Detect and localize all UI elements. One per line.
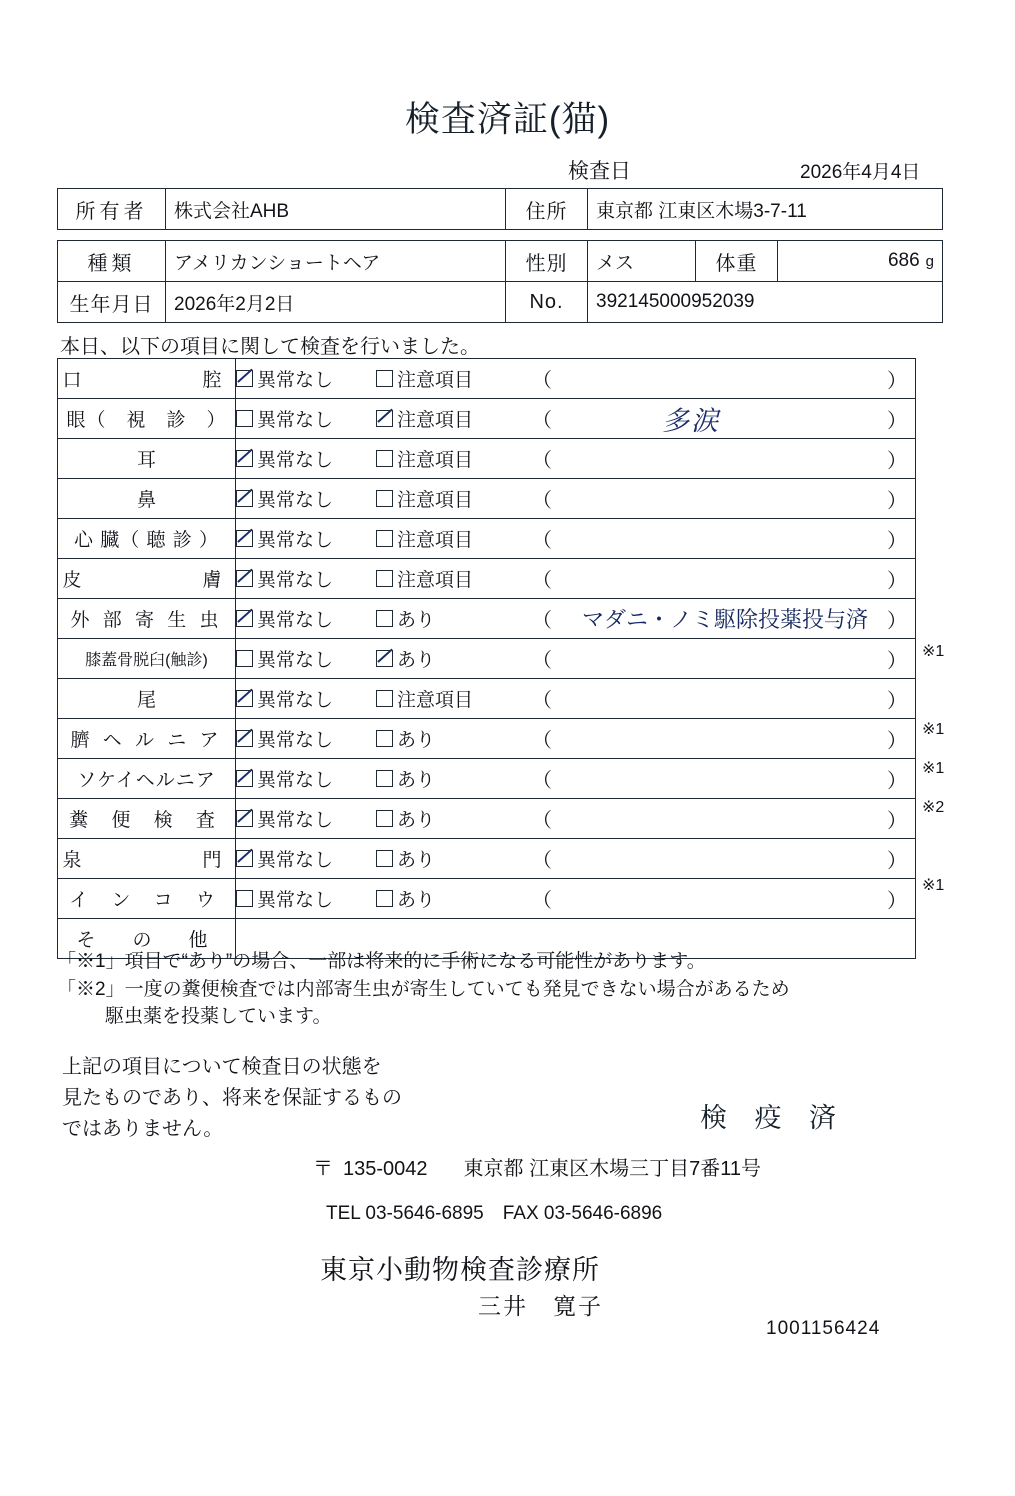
breed-label: 種類 <box>58 241 166 282</box>
checkbox-secondary-label: 注意項目 <box>397 490 474 511</box>
page-title: 検査済証(猫) <box>404 100 611 139</box>
exam-item-options <box>236 359 916 399</box>
address-text: 東京都 江東区木場三丁目7番11号 <box>463 1158 761 1180</box>
checkbox-normal-label: 異常なし <box>257 770 334 791</box>
checkbox-normal[interactable] <box>236 405 376 432</box>
exam-row <box>58 639 916 679</box>
checkbox-secondary[interactable] <box>376 365 526 392</box>
checkbox-secondary-label: あり <box>397 850 436 871</box>
exam-row <box>58 519 916 559</box>
comment-paren-open: （ <box>532 730 552 752</box>
checkbox-icon[interactable] <box>236 810 253 827</box>
checkbox-normal-label: 異常なし <box>257 650 334 671</box>
exam-row <box>58 879 916 919</box>
comment-paren-close: ） <box>887 610 907 632</box>
checkbox-normal-label: 異常なし <box>257 410 334 431</box>
checkbox-normal[interactable] <box>236 685 376 712</box>
checkbox-normal-label: 異常なし <box>257 810 334 831</box>
checkbox-icon[interactable] <box>376 450 393 467</box>
comment-paren-open: （ <box>532 530 552 552</box>
address-label: 住所 <box>506 189 588 230</box>
checkbox-normal[interactable] <box>236 645 376 672</box>
checkbox-secondary-label: あり <box>397 890 436 911</box>
exam-item-label: 臍 ヘ ル ニ ア <box>58 719 236 759</box>
checkbox-icon[interactable] <box>376 490 393 507</box>
checkbox-icon[interactable] <box>236 730 253 747</box>
comment-paren-open: （ <box>532 570 552 592</box>
owner-label: 所有者 <box>58 189 166 230</box>
exam-item-label: ソケイヘルニア <box>58 759 236 799</box>
exam-item-options <box>236 679 916 719</box>
exam-item-label: 膝蓋骨脱臼(触診) <box>58 639 236 679</box>
exam-comment: 多涙 <box>662 406 720 437</box>
footnote-marker: ※2 <box>922 799 945 816</box>
exam-item-options <box>236 519 916 559</box>
checkbox-secondary[interactable] <box>376 485 526 512</box>
comment-paren-open: （ <box>532 850 552 872</box>
checkbox-secondary[interactable] <box>376 405 526 432</box>
exam-item-label: 皮 膚 <box>58 559 236 599</box>
checkbox-normal[interactable] <box>236 445 376 472</box>
owner-value: 株式会社AHB <box>166 189 506 230</box>
sex-label: 性別 <box>506 241 588 282</box>
footnote-marker: ※1 <box>922 643 945 660</box>
checkbox-secondary-label: 注意項目 <box>397 570 474 591</box>
exam-item-options <box>236 759 916 799</box>
exam-date-value: 2026年4月4日 <box>800 162 921 183</box>
checkbox-icon[interactable] <box>376 690 393 707</box>
exam-date-label: 検査日 <box>568 160 631 183</box>
checkbox-normal[interactable] <box>236 525 376 552</box>
checkbox-icon[interactable] <box>236 770 253 787</box>
weight-value: 686 <box>887 250 920 271</box>
birthdate-label: 生年月日 <box>58 282 166 323</box>
checkbox-secondary-label: 注意項目 <box>397 410 474 431</box>
checkbox-icon[interactable] <box>376 650 393 667</box>
exam-item-options <box>236 639 916 679</box>
clinic-name: 東京小動物検査診療所 <box>320 1255 600 1285</box>
exam-row <box>58 479 916 519</box>
footnote-marker: ※1 <box>922 721 945 738</box>
footnote-1: 「※1」項目で“あり”の場合、一部は将来的に手術になる可能性があります。 <box>57 951 706 972</box>
checkbox-normal[interactable] <box>236 885 376 912</box>
footnote-marker: ※1 <box>922 877 945 894</box>
checkbox-secondary-label: あり <box>397 650 436 671</box>
checkbox-secondary-label: あり <box>397 610 436 631</box>
comment-paren-open: （ <box>532 810 552 832</box>
table-row <box>58 241 943 282</box>
exam-item-label: 泉 門 <box>58 839 236 879</box>
breed-value: アメリカンショートヘア <box>166 241 506 282</box>
comment-paren-open: （ <box>532 370 552 392</box>
checkbox-icon[interactable] <box>236 650 253 667</box>
comment-paren-open: （ <box>532 690 552 712</box>
checkbox-icon[interactable] <box>376 610 393 627</box>
comment-paren-close: ） <box>887 770 907 792</box>
exam-item-label: 外 部 寄 生 虫 <box>58 599 236 639</box>
checkbox-icon[interactable] <box>236 570 253 587</box>
weight-label: 体重 <box>696 241 778 282</box>
exam-item-options <box>236 719 916 759</box>
checkbox-secondary[interactable] <box>376 645 526 672</box>
checkbox-icon[interactable] <box>236 850 253 867</box>
birthdate-value: 2026年2月2日 <box>166 282 506 323</box>
checkbox-normal[interactable] <box>236 485 376 512</box>
checkbox-secondary-label: 注意項目 <box>397 690 474 711</box>
microchip-no-label: No. <box>506 282 588 323</box>
comment-paren-open: （ <box>532 770 552 792</box>
disclaimer-line-1: 上記の項目について検査日の状態を <box>62 1056 382 1078</box>
exam-row <box>58 599 916 639</box>
checkbox-normal-label: 異常なし <box>257 730 334 751</box>
checkbox-normal-label: 異常なし <box>257 850 334 871</box>
exam-item-label: 耳 <box>58 439 236 479</box>
checkbox-secondary[interactable] <box>376 805 526 832</box>
disclaimer-line-3: ではありません。 <box>62 1118 224 1140</box>
exam-item-options <box>236 839 916 879</box>
checkbox-secondary[interactable] <box>376 525 526 552</box>
exam-item-label: 口 腔 <box>58 359 236 399</box>
microchip-no-value: 392145000952039 <box>588 282 943 323</box>
checkbox-secondary[interactable] <box>376 605 526 632</box>
comment-paren-close: ） <box>887 690 907 712</box>
animal-info-table <box>57 240 943 323</box>
checkbox-secondary-label: あり <box>397 810 436 831</box>
comment-paren-close: ） <box>887 810 907 832</box>
quarantine-stamp: 検 疫 済 <box>700 1103 847 1133</box>
exam-item-label: 眼（ 視 診 ） <box>58 399 236 439</box>
postal-code: 135-0042 <box>343 1158 428 1180</box>
comment-paren-close: ） <box>887 370 907 392</box>
exam-row <box>58 719 916 759</box>
checkbox-icon[interactable] <box>376 770 393 787</box>
footnotes <box>57 948 790 1031</box>
exam-row <box>58 559 916 599</box>
checkbox-normal[interactable] <box>236 805 376 832</box>
address-value: 東京都 江東区木場3-7-11 <box>588 189 943 230</box>
checkbox-icon[interactable] <box>376 850 393 867</box>
exam-row <box>58 439 916 479</box>
checkbox-secondary[interactable] <box>376 845 526 872</box>
footnote-3: 駆虫薬を投薬しています。 <box>105 1006 332 1028</box>
owner-table <box>57 188 943 230</box>
clinic-contact: TEL 03-5646-6895 FAX 03-5646-6896 <box>326 1203 663 1224</box>
exam-row <box>58 799 916 839</box>
checkbox-normal-label: 異常なし <box>257 690 334 711</box>
exam-date-row <box>0 155 1015 181</box>
checkbox-icon[interactable] <box>236 890 253 907</box>
checkbox-secondary-label: あり <box>397 730 436 751</box>
comment-paren-close: ） <box>887 490 907 512</box>
checkbox-normal[interactable] <box>236 565 376 592</box>
checkbox-normal-label: 異常なし <box>257 450 334 471</box>
checkbox-icon[interactable] <box>376 530 393 547</box>
checkbox-icon[interactable] <box>236 450 253 467</box>
comment-paren-open: （ <box>532 410 552 432</box>
exam-item-options <box>236 599 916 639</box>
checkbox-icon[interactable] <box>376 570 393 587</box>
checkbox-secondary-label: 注意項目 <box>397 450 474 471</box>
exam-item-options <box>236 799 916 839</box>
exam-item-options <box>236 479 916 519</box>
comment-paren-close: ） <box>887 530 907 552</box>
comment-paren-open: （ <box>532 490 552 512</box>
weight-cell <box>778 241 943 282</box>
comment-paren-close: ） <box>887 730 907 752</box>
comment-paren-close: ） <box>887 410 907 432</box>
exam-item-label: 尾 <box>58 679 236 719</box>
exam-item-label: イ ン コ ウ <box>58 879 236 919</box>
checkbox-normal-label: 異常なし <box>257 530 334 551</box>
checkbox-icon[interactable] <box>376 410 393 427</box>
table-row <box>58 282 943 323</box>
exam-row <box>58 679 916 719</box>
comment-paren-close: ） <box>887 450 907 472</box>
exam-item-options <box>236 399 916 439</box>
checkbox-secondary[interactable] <box>376 565 526 592</box>
sex-value: メス <box>588 241 696 282</box>
exam-notice: 本日、以下の項目に関して検査を行いました。 <box>60 336 480 358</box>
checkbox-normal-label: 異常なし <box>257 890 334 911</box>
checkbox-normal[interactable] <box>236 845 376 872</box>
comment-paren-open: （ <box>532 890 552 912</box>
checkbox-icon[interactable] <box>236 610 253 627</box>
checkbox-icon[interactable] <box>236 490 253 507</box>
footnote-marker: ※1 <box>922 760 945 777</box>
checkbox-secondary[interactable] <box>376 445 526 472</box>
exam-item-label: 心 臓（ 聴 診 ） <box>58 519 236 559</box>
checkbox-normal[interactable] <box>236 365 376 392</box>
exam-table <box>57 358 916 959</box>
exam-row <box>58 399 916 439</box>
exam-item-options <box>236 879 916 919</box>
comment-paren-open: （ <box>532 650 552 672</box>
checkbox-icon[interactable] <box>236 370 253 387</box>
comment-paren-open: （ <box>532 610 552 632</box>
checkbox-normal-label: 異常なし <box>257 570 334 591</box>
comment-paren-close: ） <box>887 890 907 912</box>
checkbox-icon[interactable] <box>376 810 393 827</box>
comment-paren-close: ） <box>887 850 907 872</box>
postal-mark-icon: 〒 <box>313 1158 333 1180</box>
exam-item-label-other: そ の 他 <box>58 919 236 959</box>
footnote-2: 「※2」一度の糞便検査では内部寄生虫が寄生していても発見できない場合があるため <box>57 978 790 1000</box>
comment-paren-close: ） <box>887 570 907 592</box>
checkbox-secondary-label: あり <box>397 770 436 791</box>
doctor-name: 三井 寛子 <box>478 1293 603 1319</box>
checkbox-secondary-label: 注意項目 <box>397 530 474 551</box>
checkbox-icon[interactable] <box>236 530 253 547</box>
checkbox-normal-label: 異常なし <box>257 370 334 391</box>
checkbox-normal[interactable] <box>236 765 376 792</box>
disclaimer <box>62 1052 402 1145</box>
exam-row <box>58 839 916 879</box>
checkbox-secondary[interactable] <box>376 765 526 792</box>
comment-paren-open: （ <box>532 450 552 472</box>
checkbox-secondary[interactable] <box>376 685 526 712</box>
checkbox-icon[interactable] <box>376 890 393 907</box>
exam-row <box>58 759 916 799</box>
checkbox-secondary[interactable] <box>376 885 526 912</box>
exam-item-options <box>236 439 916 479</box>
checkbox-normal-label: 異常なし <box>257 490 334 511</box>
checkbox-icon[interactable] <box>236 690 253 707</box>
checkbox-icon[interactable] <box>376 730 393 747</box>
checkbox-secondary[interactable] <box>376 725 526 752</box>
checkbox-secondary-label: 注意項目 <box>397 370 474 391</box>
exam-item-options <box>236 559 916 599</box>
checkbox-icon[interactable] <box>376 370 393 387</box>
checkbox-normal[interactable] <box>236 605 376 632</box>
exam-item-label: 糞 便 検 査 <box>58 799 236 839</box>
exam-item-label: 鼻 <box>58 479 236 519</box>
clinic-address <box>313 1152 761 1181</box>
exam-comment: マダニ・ノミ駆除投薬投与済 <box>582 607 869 632</box>
weight-unit: g <box>925 253 934 270</box>
disclaimer-line-2: 見たものであり、将来を保証するもの <box>62 1087 402 1109</box>
checkbox-icon[interactable] <box>236 410 253 427</box>
serial-number: 1001156424 <box>766 1318 881 1339</box>
checkbox-normal-label: 異常なし <box>257 610 334 631</box>
checkbox-normal[interactable] <box>236 725 376 752</box>
table-row <box>58 189 943 230</box>
exam-row <box>58 359 916 399</box>
comment-paren-close: ） <box>887 650 907 672</box>
